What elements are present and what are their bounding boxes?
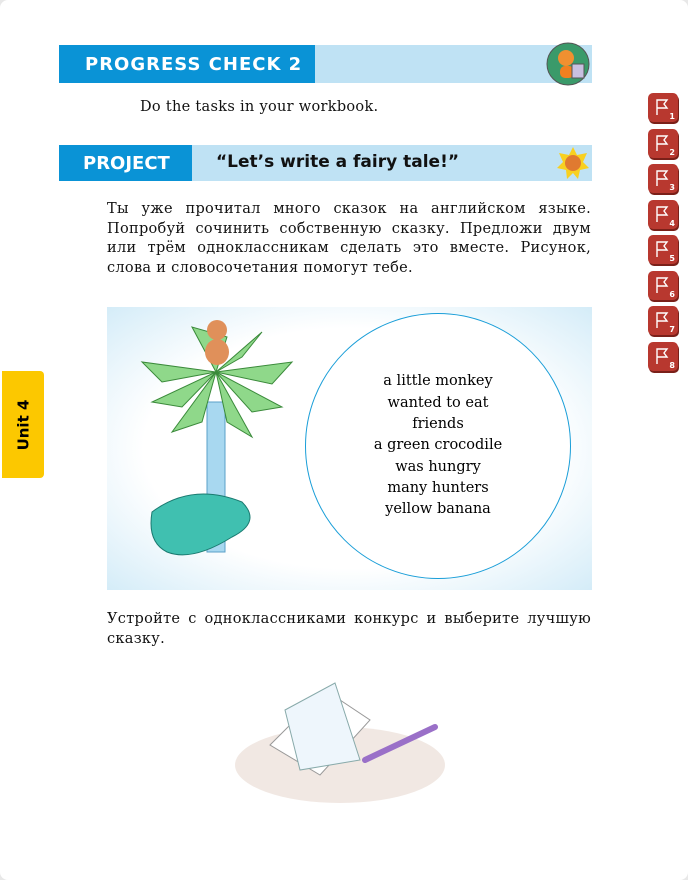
illustration-box [107, 307, 592, 590]
section-flag-2[interactable] [648, 129, 678, 158]
project-label: PROJECT [59, 145, 192, 181]
word-item: a little monkey [383, 373, 493, 390]
flag-number: 4 [669, 218, 675, 228]
word-item: wanted to eat [387, 394, 489, 411]
flag-icon [655, 276, 669, 294]
flag-number: 7 [669, 325, 675, 334]
mascot-icon [546, 42, 590, 86]
section-flag-6[interactable] [648, 271, 678, 300]
palm-monkey-crocodile-illustration [132, 312, 322, 582]
word-item: a green crocodile [373, 437, 503, 454]
progress-check-title: PROGRESS CHECK 2 [59, 45, 315, 83]
flag-icon [655, 205, 669, 223]
word-item: was hungry [395, 458, 481, 475]
progress-check-header [59, 45, 592, 83]
unit-tab[interactable]: Unit 4 [2, 371, 44, 478]
paper-and-pen-illustration [230, 675, 460, 805]
project-header [59, 145, 592, 181]
flag-number: 2 [669, 147, 675, 157]
word-bank-circle [305, 313, 571, 579]
flag-number: 5 [669, 254, 675, 263]
word-item: many hunters [387, 479, 489, 496]
section-flag-4[interactable] [648, 200, 678, 229]
flag-icon [655, 134, 669, 152]
word-item: yellow banana [385, 501, 491, 518]
project-outro: Устройте с одноклассниками конкурс и выберите лучшую сказку. [107, 611, 591, 647]
project-intro: Ты уже прочитал много сказок на английском языке. Попробуй сочинить собственную сказку. Предложи двум или трём одноклассникам сделать это вместе. Рисунок, слова и словосочетания помогут тебе. [107, 201, 591, 276]
section-flag-1[interactable] [648, 93, 678, 122]
section-flag-8[interactable] [648, 342, 678, 371]
flag-icon [655, 311, 669, 329]
flag-number: 1 [669, 112, 675, 121]
word-item: friends [412, 416, 464, 433]
project-title: “Let’s write a fairy tale!” [216, 152, 459, 172]
flag-number: 6 [669, 289, 675, 299]
progress-check-instruction: Do the tasks in your workbook. [140, 99, 379, 115]
flag-number: 3 [669, 183, 675, 192]
flag-icon [655, 169, 669, 187]
flag-number: 8 [669, 360, 675, 370]
flag-icon [655, 98, 669, 116]
section-flag-3[interactable] [648, 164, 678, 193]
flag-icon [655, 240, 669, 258]
section-flag-5[interactable] [648, 235, 678, 264]
mascot-star-icon [556, 146, 590, 180]
section-flag-7[interactable] [648, 306, 678, 335]
flag-icon [655, 347, 669, 365]
